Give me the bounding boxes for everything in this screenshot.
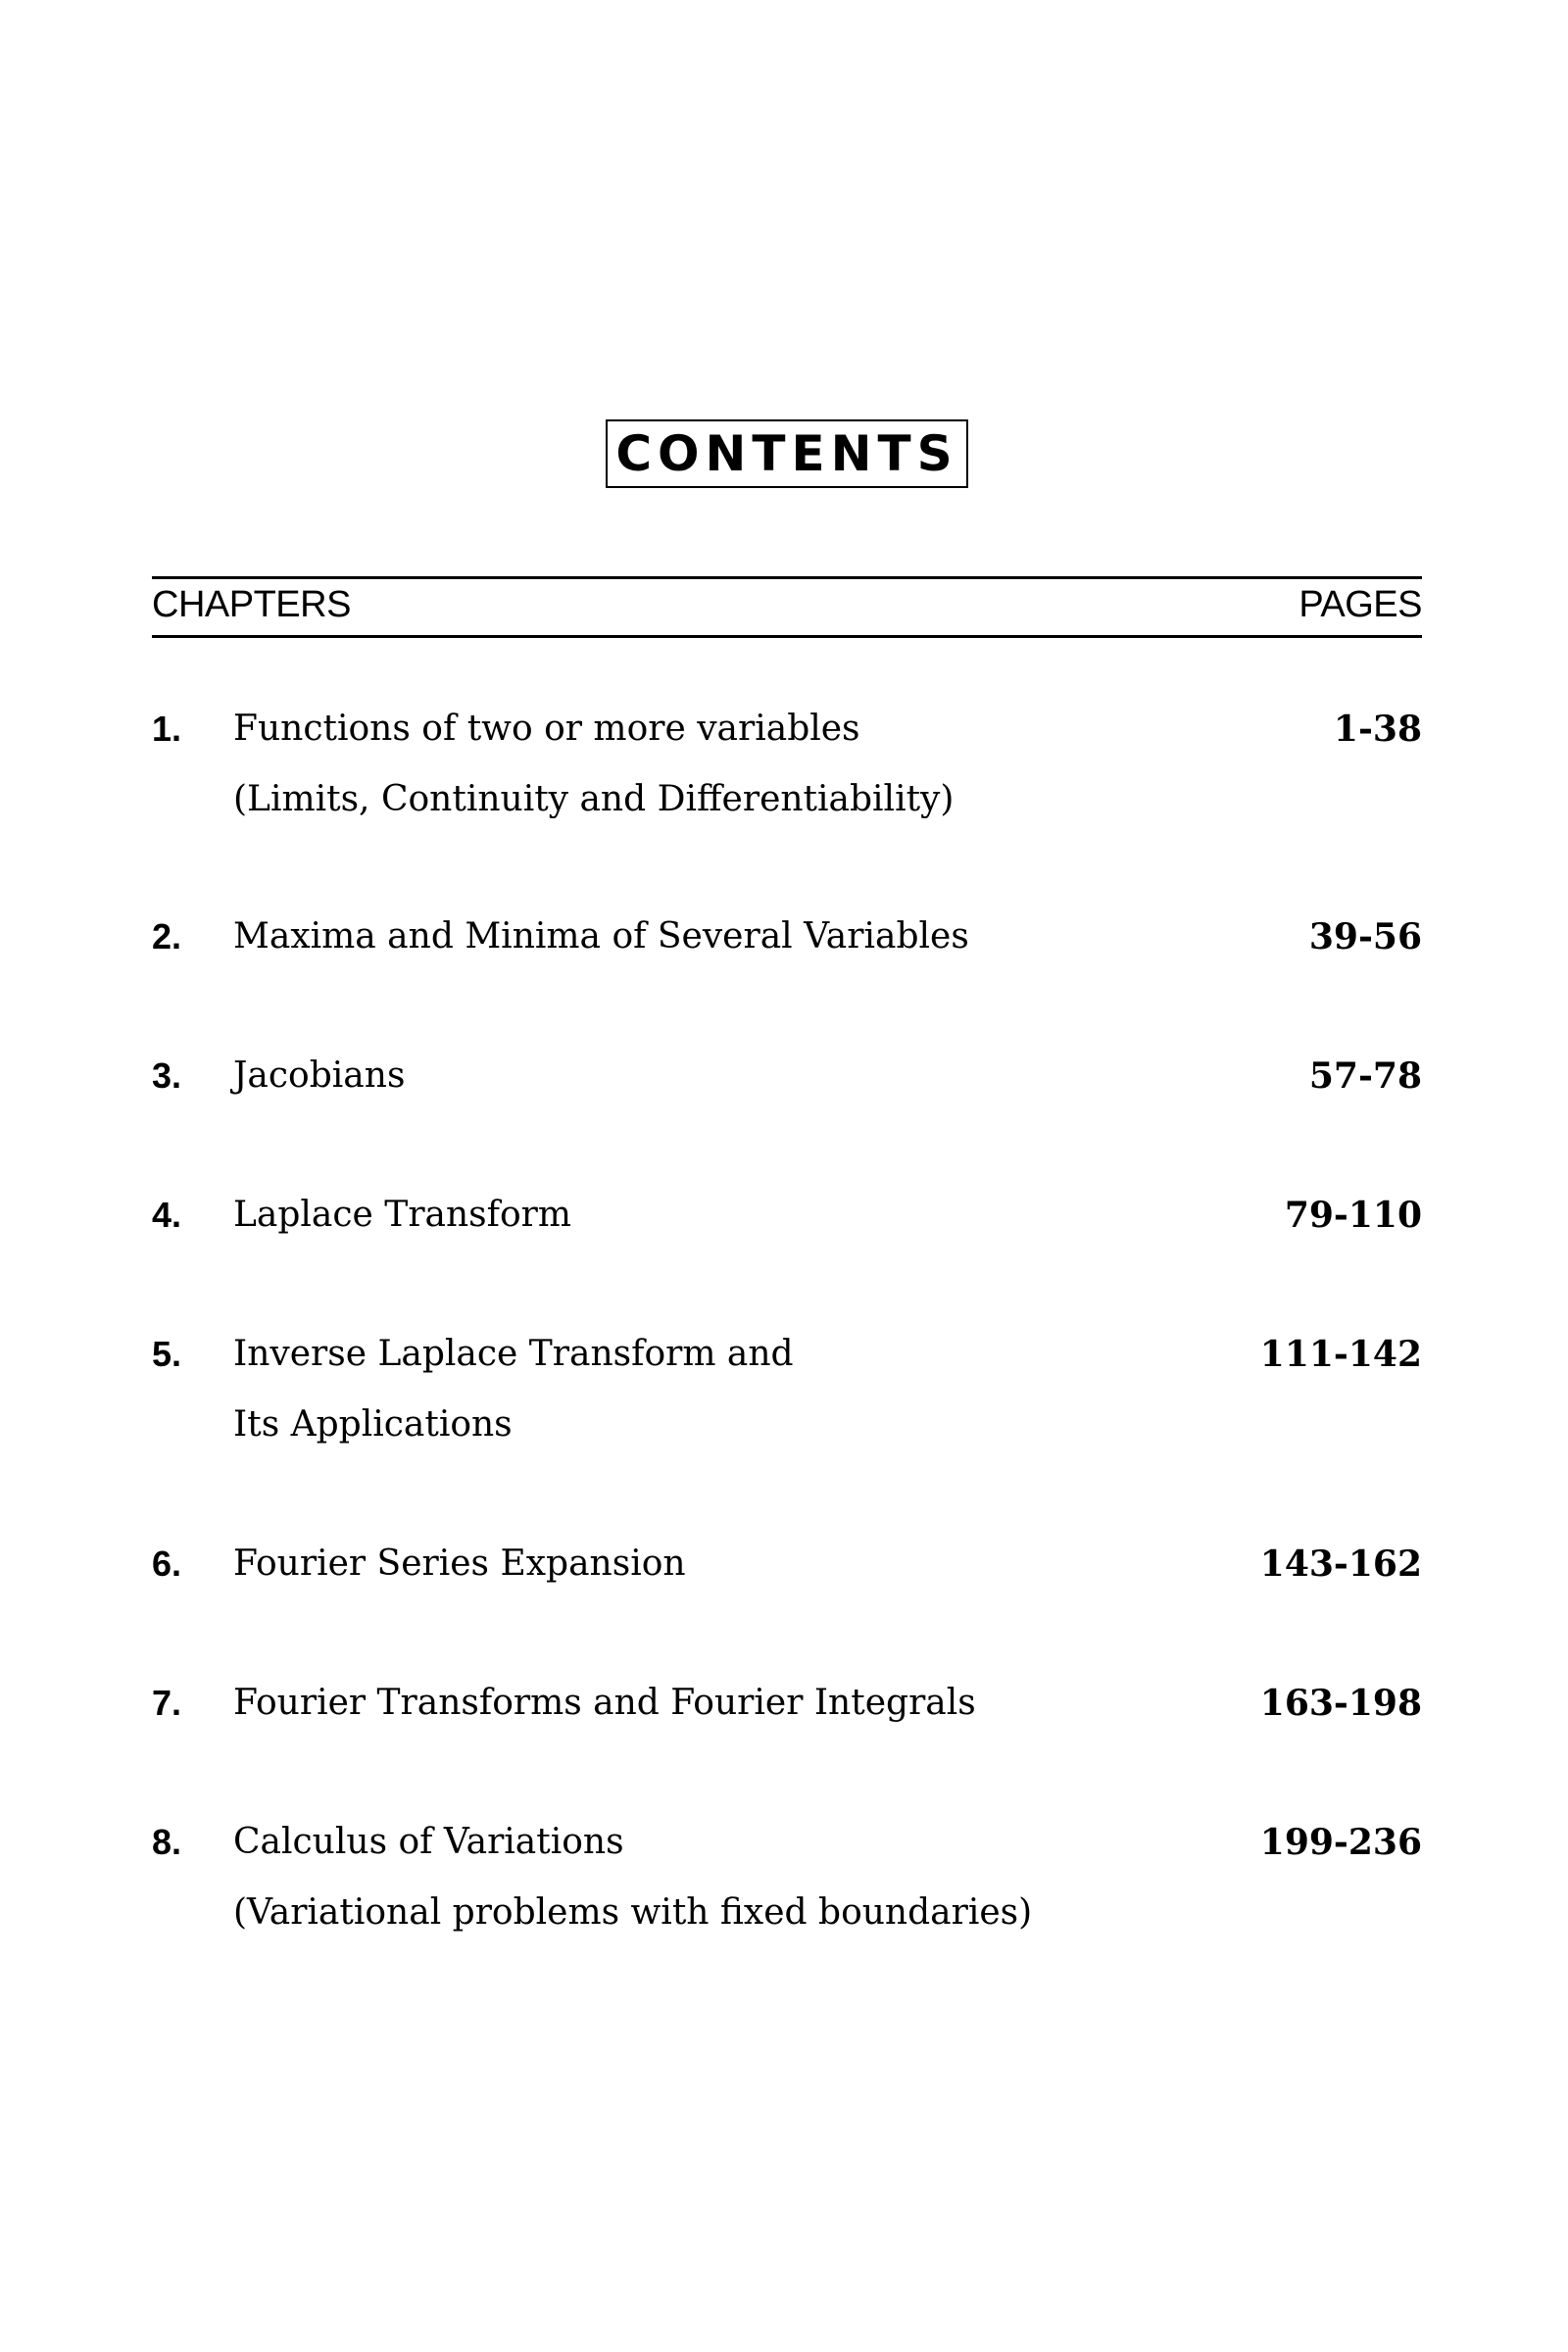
chapter-number: 2. [152, 916, 182, 956]
chapter-pages: 1-38 [1333, 709, 1422, 750]
chapter-title-line: Functions of two or more variables [233, 709, 860, 749]
chapter-number: 4. [152, 1195, 182, 1235]
pages-column-header: PAGES [1298, 584, 1422, 625]
header-bottom-rule [152, 635, 1422, 638]
chapter-pages: 111-142 [1259, 1334, 1422, 1375]
chapter-pages: 79-110 [1284, 1195, 1422, 1236]
chapter-number: 6. [152, 1544, 182, 1584]
chapter-title-line: (Variational problems with fixed boundaries) [233, 1892, 1033, 1933]
chapter-number: 5. [152, 1334, 182, 1374]
chapter-title-line: Laplace Transform [233, 1195, 571, 1235]
chapter-title-line: Fourier Transforms and Fourier Integrals [233, 1683, 976, 1723]
contents-title: CONTENTS [606, 419, 968, 488]
chapter-number: 1. [152, 709, 182, 749]
chapter-pages: 163-198 [1259, 1683, 1422, 1724]
chapter-title-line: Calculus of Variations [233, 1822, 624, 1862]
chapter-title [233, 902, 969, 972]
chapter-pages: 39-56 [1308, 916, 1422, 957]
header-top-rule [152, 576, 1422, 579]
chapter-title [233, 1668, 976, 1739]
chapter-title [233, 1180, 571, 1250]
chapter-title-line: Inverse Laplace Transform and [233, 1334, 794, 1374]
chapter-pages: 57-78 [1308, 1055, 1422, 1097]
chapter-title-line: (Limits, Continuity and Differentiability) [233, 779, 955, 819]
chapter-title [233, 1319, 794, 1460]
chapter-title-line: Maxima and Minima of Several Variables [233, 916, 969, 956]
chapter-title-line: Fourier Series Expansion [233, 1544, 686, 1584]
chapter-title [233, 694, 954, 835]
chapter-title [233, 1041, 405, 1111]
chapter-title [233, 1807, 1032, 1948]
chapter-pages: 199-236 [1259, 1822, 1422, 1863]
chapter-title [233, 1529, 686, 1599]
chapter-title-line: Its Applications [233, 1404, 513, 1445]
chapters-column-header: CHAPTERS [152, 584, 351, 625]
chapter-number: 7. [152, 1683, 182, 1723]
chapter-number: 8. [152, 1822, 182, 1862]
chapter-title-line: Jacobians [233, 1055, 406, 1096]
chapter-pages: 143-162 [1259, 1544, 1422, 1585]
chapter-number: 3. [152, 1055, 182, 1096]
